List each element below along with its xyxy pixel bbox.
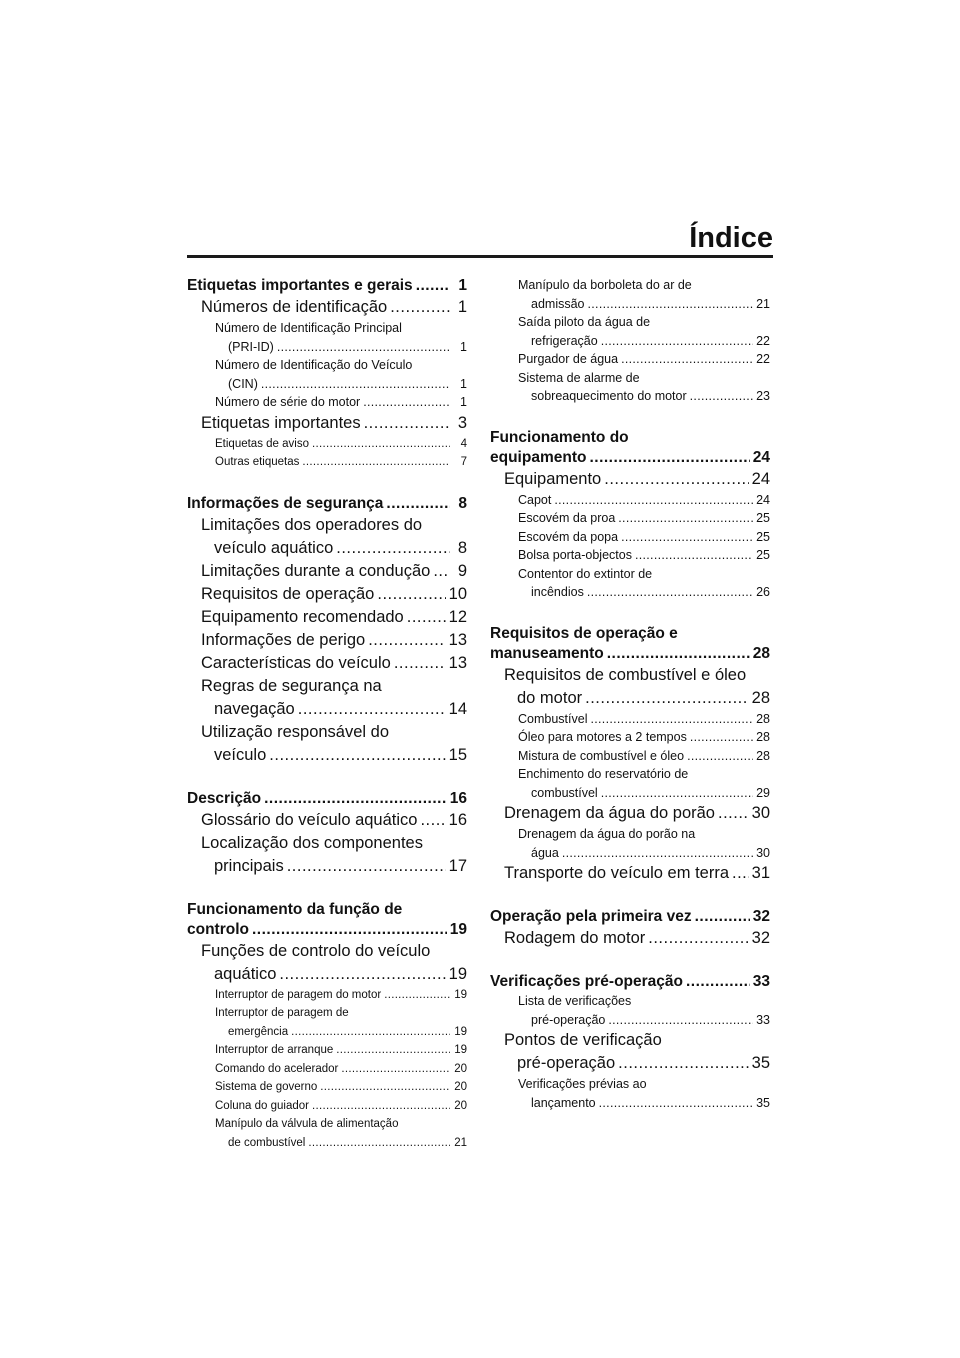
dot-leader xyxy=(554,491,753,510)
page-number: 13 xyxy=(448,653,467,672)
toc-entry-label: Verificações prévias ao xyxy=(518,1077,647,1091)
dot-leader xyxy=(690,728,753,747)
page-number: 4 xyxy=(460,437,467,450)
toc-subentry[interactable] xyxy=(187,319,467,356)
dot-leader xyxy=(269,744,445,767)
dot-leader xyxy=(588,295,754,314)
toc-subentry[interactable] xyxy=(490,992,770,1029)
toc-entry-label: Combustível xyxy=(518,711,588,726)
toc-entry-label: Bolsa porta-objectos xyxy=(518,548,632,562)
page-number: 15 xyxy=(448,745,467,764)
toc-subentry[interactable] xyxy=(490,765,770,802)
toc-entry-label: Número de Identificação do Veículo xyxy=(215,358,413,372)
toc-entry-label: Enchimento do reservatório de xyxy=(518,767,689,781)
toc-subentry[interactable] xyxy=(187,1097,467,1116)
toc-left-column xyxy=(187,276,467,1152)
dot-leader xyxy=(368,629,445,652)
toc-section-heading[interactable] xyxy=(490,624,770,664)
page-number: 33 xyxy=(752,973,770,990)
toc-subentry[interactable] xyxy=(490,710,770,729)
toc-entry[interactable] xyxy=(490,862,770,885)
toc-entry-label: navegação xyxy=(214,699,295,718)
dot-leader xyxy=(363,393,450,412)
toc-entry-label: Interruptor de paragem do motor xyxy=(215,988,382,1001)
page-number: 19 xyxy=(448,964,467,983)
page-number: 7 xyxy=(460,456,467,468)
page-number: 1 xyxy=(460,339,467,354)
dot-leader xyxy=(416,276,450,296)
toc-entry[interactable] xyxy=(490,927,770,950)
toc-entry-label: Purgador de água xyxy=(518,352,619,366)
dot-leader xyxy=(587,583,753,602)
dot-leader xyxy=(377,583,445,606)
page-number: 20 xyxy=(454,1081,467,1093)
toc-entry[interactable] xyxy=(187,514,467,560)
page-number: 19 xyxy=(449,920,467,938)
page-number: 28 xyxy=(751,688,770,707)
toc-subentry[interactable] xyxy=(187,356,467,393)
page-number: 24 xyxy=(752,448,770,466)
page-number: 13 xyxy=(448,630,467,649)
page-title: Índice xyxy=(689,222,773,254)
toc-entry-label: Pontos de verificação xyxy=(504,1031,662,1049)
dot-leader xyxy=(585,687,749,710)
dot-leader xyxy=(618,509,753,528)
dot-leader xyxy=(341,1060,450,1079)
page-number: 19 xyxy=(454,988,467,1001)
toc-entry-label: de combustível xyxy=(228,1136,306,1149)
toc-subentry[interactable] xyxy=(187,986,467,1005)
toc-section-heading[interactable] xyxy=(187,276,467,296)
dot-leader xyxy=(252,920,447,940)
toc-entry-label: Localização dos componentes xyxy=(201,833,423,852)
dot-leader xyxy=(695,907,750,927)
toc-subentry[interactable] xyxy=(490,313,770,350)
dot-leader xyxy=(320,1078,450,1097)
toc-entry-label: água xyxy=(531,845,559,860)
toc-entry-label: Saída piloto da água de xyxy=(518,315,651,329)
toc-entry-label: Capot xyxy=(518,492,552,507)
toc-entry[interactable] xyxy=(490,664,770,710)
toc-entry-label: Limitações durante a condução xyxy=(201,561,431,580)
toc-entry-label: Óleo para motores a 2 tempos xyxy=(518,730,687,744)
toc-entry-label: Números de identificação xyxy=(201,298,388,316)
dot-leader xyxy=(407,606,446,629)
dot-leader xyxy=(312,435,450,454)
dot-leader xyxy=(364,412,450,435)
dot-leader xyxy=(686,972,750,992)
page-number: 1 xyxy=(458,277,467,294)
toc-section-heading[interactable] xyxy=(490,907,770,927)
toc-entry-label: Equipamento xyxy=(504,469,602,488)
toc-subentry[interactable] xyxy=(187,1115,467,1152)
toc-subentry[interactable] xyxy=(490,825,770,862)
toc-entry-label: pré-operação xyxy=(531,1012,606,1027)
toc-section-heading[interactable] xyxy=(187,494,467,514)
page-number: 9 xyxy=(457,561,467,580)
toc-entry-label: Coluna do guiador xyxy=(215,1099,309,1112)
page-number: 20 xyxy=(454,1099,467,1112)
dot-leader xyxy=(261,375,450,394)
toc-entry-label: Comando do acelerador xyxy=(215,1062,339,1075)
toc-subentry[interactable] xyxy=(490,728,770,747)
toc-subentry[interactable] xyxy=(187,453,467,472)
toc-entry-label: Limitações dos operadores do xyxy=(201,515,423,534)
toc-entry-label: veículo xyxy=(214,745,267,764)
toc-entry[interactable] xyxy=(490,1029,770,1075)
toc-subentry[interactable] xyxy=(490,565,770,602)
toc-subentry[interactable] xyxy=(490,509,770,528)
toc-entry-label: Requisitos de combustível e óleo xyxy=(504,665,747,684)
toc-entry-label: Manípulo da válvula de alimentação xyxy=(215,1118,399,1130)
toc-entry[interactable] xyxy=(187,721,467,767)
dot-leader xyxy=(298,698,446,721)
page-number: 3 xyxy=(457,413,467,432)
toc-entry-label: Drenagem da água do porão na xyxy=(518,827,696,841)
page-number: 1 xyxy=(460,395,467,409)
page-number: 28 xyxy=(756,711,770,726)
page-number: 25 xyxy=(756,548,770,562)
page-number: 12 xyxy=(448,607,467,626)
page-number: 23 xyxy=(756,389,770,403)
toc-entry-label: manuseamento xyxy=(490,644,604,662)
dot-leader xyxy=(420,809,445,832)
toc-entry-label: controlo xyxy=(187,920,249,938)
page-number: 30 xyxy=(756,845,770,860)
toc-entry[interactable] xyxy=(187,809,467,832)
toc-entry-label: Funções de controlo do veículo xyxy=(201,941,431,960)
toc-entry-label: Equipamento recomendado xyxy=(201,607,404,626)
toc-entry-label: Sistema de alarme de xyxy=(518,370,640,385)
toc-section-heading[interactable] xyxy=(490,972,770,992)
toc-entry-label: equipamento xyxy=(490,448,587,466)
toc-entry-label: emergência xyxy=(228,1025,289,1038)
toc-entry[interactable] xyxy=(187,606,467,629)
toc-entry[interactable] xyxy=(187,629,467,652)
toc-entry-label: Informações de perigo xyxy=(201,630,366,649)
page-number: 30 xyxy=(751,804,770,822)
toc-entry-label: pré-operação xyxy=(517,1054,616,1072)
toc-subentry[interactable] xyxy=(490,276,770,313)
toc-entry-label: Interruptor de arranque xyxy=(215,1044,334,1056)
page-number: 25 xyxy=(756,529,770,544)
page-number: 1 xyxy=(457,298,467,316)
toc-entry-label: Descrição xyxy=(187,789,262,807)
toc-subentry[interactable] xyxy=(490,528,770,547)
toc-entry-label: Outras etiquetas xyxy=(215,456,300,468)
toc-subentry[interactable] xyxy=(187,393,467,412)
dot-leader xyxy=(732,862,749,885)
toc-entry[interactable] xyxy=(187,296,467,319)
dot-leader xyxy=(635,546,753,565)
dot-leader xyxy=(690,387,753,406)
dot-leader xyxy=(607,644,750,664)
toc-entry-label: Utilização responsável do xyxy=(201,722,390,741)
page-number: 29 xyxy=(756,785,770,800)
dot-leader xyxy=(590,710,753,729)
toc-entry-label: Funcionamento da função de xyxy=(187,900,403,918)
dot-leader xyxy=(279,963,445,986)
toc-entry-label: incêndios xyxy=(531,585,584,599)
dot-leader xyxy=(433,560,450,583)
dot-leader xyxy=(687,747,753,766)
page-number: 25 xyxy=(756,511,770,525)
toc-entry[interactable] xyxy=(187,940,467,986)
toc-subentry[interactable] xyxy=(490,747,770,766)
dot-leader xyxy=(390,296,450,319)
toc-entry-label: Verificações pré-operação xyxy=(490,973,683,990)
toc-subentry[interactable] xyxy=(490,369,770,406)
dot-leader xyxy=(589,448,749,468)
page-number: 21 xyxy=(756,296,770,311)
page-number: 10 xyxy=(448,584,467,603)
toc-subentry[interactable] xyxy=(490,546,770,565)
page-number: 32 xyxy=(751,929,770,947)
page-number: 19 xyxy=(454,1044,467,1056)
dot-leader xyxy=(308,1134,450,1153)
toc-entry-label: combustível xyxy=(531,785,598,800)
toc-entry-label: Sistema de governo xyxy=(215,1081,318,1093)
dot-leader xyxy=(599,1094,753,1113)
dot-leader xyxy=(648,927,748,950)
dot-leader xyxy=(618,1052,748,1075)
dot-leader xyxy=(608,1011,753,1030)
toc-entry-label: lançamento xyxy=(531,1095,596,1110)
toc-subentry[interactable] xyxy=(490,350,770,369)
page-number: 16 xyxy=(449,789,467,807)
title-divider xyxy=(187,255,773,258)
dot-leader xyxy=(336,1041,450,1060)
toc-entry-label: Funcionamento do xyxy=(490,428,629,446)
toc-entry[interactable] xyxy=(490,802,770,825)
dot-leader xyxy=(277,338,450,357)
toc-subentry[interactable] xyxy=(490,491,770,510)
toc-entry-label: Informações de segurança xyxy=(187,494,384,512)
dot-leader xyxy=(384,986,450,1005)
toc-entry[interactable] xyxy=(187,832,467,878)
dot-leader xyxy=(291,1023,450,1042)
toc-entry-label: Operação pela primeira vez xyxy=(490,908,692,925)
toc-entry-label: principais xyxy=(214,856,284,875)
dot-leader xyxy=(302,453,450,472)
page-number: 8 xyxy=(457,538,467,557)
page-number: 35 xyxy=(751,1054,770,1072)
toc-subentry[interactable] xyxy=(187,435,467,454)
toc-entry-label: Requisitos de operação e xyxy=(490,624,678,642)
page-number: 28 xyxy=(756,730,770,744)
toc-entry[interactable] xyxy=(187,560,467,583)
dot-leader xyxy=(394,652,446,675)
toc-entry-label: Número de Identificação Principal xyxy=(215,321,402,335)
toc-entry-label: veículo aquático xyxy=(214,538,334,557)
toc-entry-label: (PRI-ID) xyxy=(228,339,274,354)
toc-entry[interactable] xyxy=(187,583,467,606)
page-number: 28 xyxy=(752,644,770,662)
toc-section-heading[interactable] xyxy=(490,428,770,468)
dot-leader xyxy=(312,1097,450,1116)
dot-leader xyxy=(621,350,753,369)
toc-entry-label: Escovém da popa xyxy=(518,529,619,544)
page-number: 33 xyxy=(756,1012,770,1027)
toc-entry-label: do motor xyxy=(517,688,583,707)
page-number: 20 xyxy=(454,1062,467,1075)
dot-leader xyxy=(601,784,753,803)
toc-entry[interactable] xyxy=(187,652,467,675)
toc-entry-label: Mistura de combustível e óleo xyxy=(518,748,685,763)
toc-entry-label: Etiquetas de aviso xyxy=(215,437,309,450)
toc-entry-label: Transporte do veículo em terra xyxy=(504,864,729,882)
toc-entry-label: (CIN) xyxy=(228,376,258,391)
toc-entry-label: Interruptor de paragem de xyxy=(215,1007,349,1019)
dot-leader xyxy=(287,855,446,878)
page-number: 24 xyxy=(751,469,770,488)
page-number: 35 xyxy=(756,1095,770,1110)
toc-entry-label: admissão xyxy=(531,296,585,311)
toc-subentry[interactable] xyxy=(187,1041,467,1060)
toc-entry-label: Glossário do veículo aquático xyxy=(201,810,418,829)
page-number: 19 xyxy=(454,1025,467,1038)
toc-subentry[interactable] xyxy=(187,1078,467,1097)
toc-entry-label: refrigeração xyxy=(531,333,598,348)
toc-subentry[interactable] xyxy=(490,1075,770,1112)
page-number: 32 xyxy=(752,908,770,925)
page-number: 1 xyxy=(460,376,467,391)
toc-entry-label: Escovém da proa xyxy=(518,511,616,525)
toc-entry-label: Requisitos de operação xyxy=(201,584,375,603)
toc-entry[interactable] xyxy=(187,675,467,721)
page-number: 8 xyxy=(458,494,467,512)
toc-entry-label: Características do veículo xyxy=(201,653,391,672)
page-number: 22 xyxy=(756,352,770,366)
toc-entry[interactable] xyxy=(187,412,467,435)
dot-leader xyxy=(386,494,450,514)
toc-entry-label: Rodagem do motor xyxy=(504,929,646,947)
dot-leader xyxy=(264,789,447,809)
dot-leader xyxy=(601,332,753,351)
dot-leader xyxy=(621,528,753,547)
toc-entry-label: Contentor do extintor de xyxy=(518,566,653,581)
toc-subentry[interactable] xyxy=(187,1060,467,1079)
toc-entry-label: Etiquetas importantes e gerais xyxy=(187,277,413,294)
page-number: 31 xyxy=(751,864,770,882)
page-number: 21 xyxy=(454,1136,467,1149)
toc-section-heading[interactable] xyxy=(187,900,467,940)
dot-leader xyxy=(718,802,749,825)
page-number: 17 xyxy=(448,856,467,875)
toc-right-column xyxy=(490,276,770,1112)
toc-entry-label: Regras de segurança na xyxy=(201,676,382,695)
page-number: 28 xyxy=(756,748,770,763)
dot-leader xyxy=(562,844,753,863)
toc-entry-label: Número de série do motor xyxy=(215,395,361,409)
page-number: 16 xyxy=(448,810,467,829)
toc-subentry[interactable] xyxy=(187,1004,467,1041)
toc-section-heading[interactable] xyxy=(187,789,467,809)
toc-entry[interactable] xyxy=(490,468,770,491)
dot-leader xyxy=(336,537,450,560)
page-number: 26 xyxy=(756,585,770,599)
toc-entry-label: Lista de verificações xyxy=(518,994,632,1008)
page-number: 14 xyxy=(448,699,467,718)
page-number: 22 xyxy=(756,333,770,348)
toc-entry-label: Manípulo da borboleta do ar de xyxy=(518,278,692,292)
toc-entry-label: Drenagem da água do porão xyxy=(504,804,715,822)
toc-entry-label: aquático xyxy=(214,964,277,983)
dot-leader xyxy=(604,468,748,491)
page-number: 24 xyxy=(756,492,770,507)
toc-entry-label: sobreaquecimento do motor xyxy=(531,389,687,403)
toc-entry-label: Etiquetas importantes xyxy=(201,413,361,432)
